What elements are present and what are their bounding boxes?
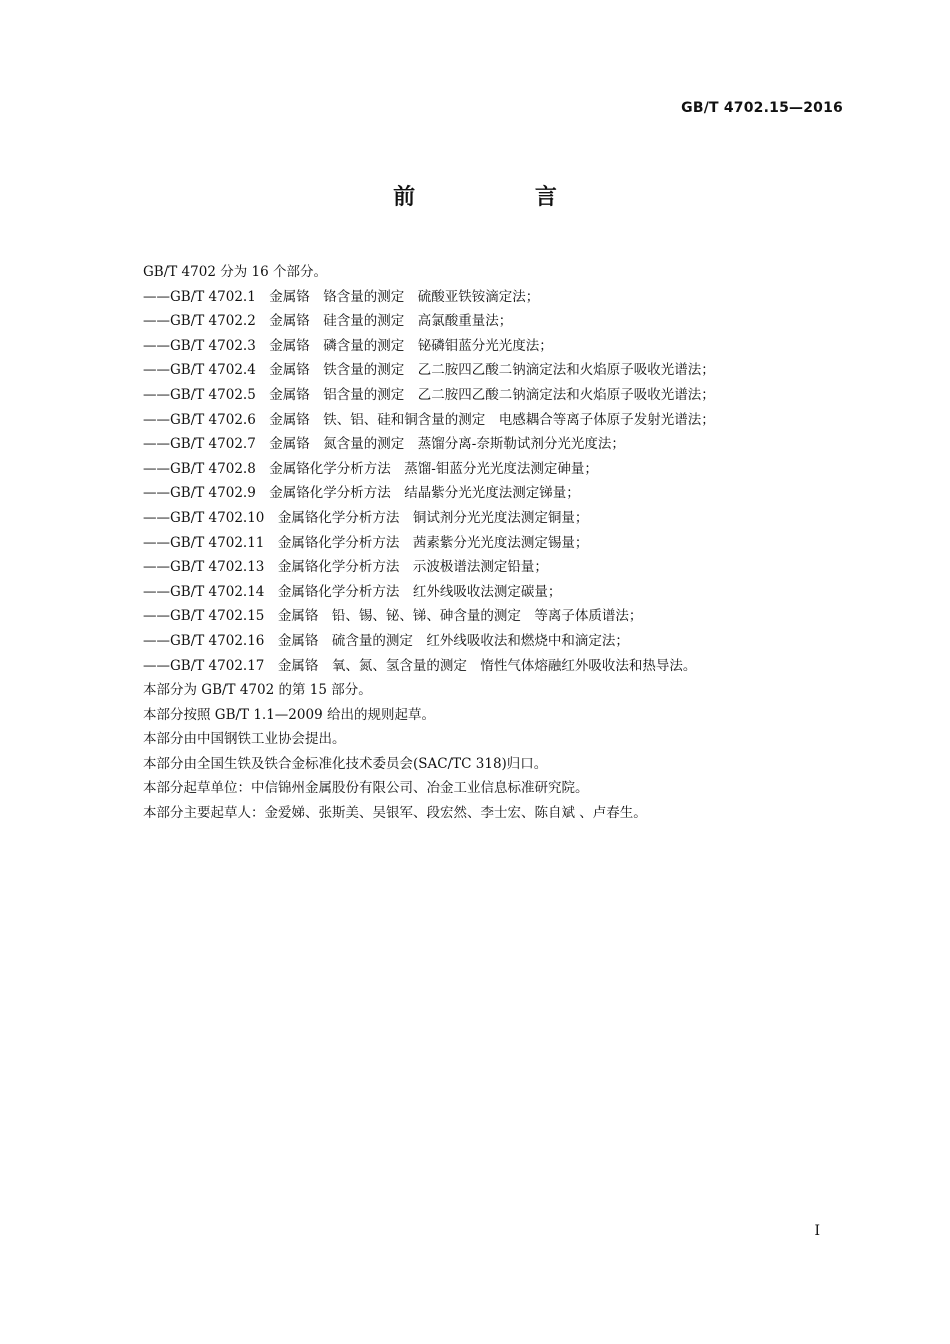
parts-list	[143, 285, 863, 679]
part-item: ——GB/T 4702.14 金属铬化学分析方法 红外线吸收法测定碳量；	[143, 583, 562, 600]
part-item: ——GB/T 4702.6 金属铬 铁、铝、硅和铜含量的测定 电感耦合等离子体原子发射光谱法；	[143, 411, 715, 428]
part-item: ——GB/T 4702.1 金属铬 铬含量的测定 硫酸亚铁铵滴定法；	[143, 288, 540, 305]
statement-paragraph: 本部分为 GB/T 4702 的第 15 部分。	[143, 682, 372, 699]
part-item: ——GB/T 4702.4 金属铬 铁含量的测定 乙二胺四乙酸二钠滴定法和火焰原子吸收光谱法；	[143, 362, 715, 379]
foreword-body	[143, 260, 863, 826]
part-item: ——GB/T 4702.3 金属铬 磷含量的测定 铋磷钼蓝分光光度法；	[143, 337, 553, 354]
statements	[143, 678, 863, 826]
statement-paragraph: 本部分由中国钢铁工业协会提出。	[143, 731, 346, 748]
part-item: ——GB/T 4702.5 金属铬 铝含量的测定 乙二胺四乙酸二钠滴定法和火焰原子吸收光谱法；	[143, 386, 715, 403]
part-item: ——GB/T 4702.9 金属铬化学分析方法 结晶紫分光光度法测定锑量；	[143, 485, 580, 502]
page-number: I	[814, 1223, 820, 1239]
part-item: ——GB/T 4702.17 金属铬 氧、氮、氢含量的测定 惰性气体熔融红外吸收法和热导法。	[143, 657, 697, 674]
part-item: ——GB/T 4702.13 金属铬化学分析方法 示波极谱法测定铅量；	[143, 559, 548, 576]
statement-paragraph: 本部分由全国生铁及铁合金标准化技术委员会(SAC/TC 318)归口。	[143, 755, 548, 772]
part-item: ——GB/T 4702.16 金属铬 硫含量的测定 红外线吸收法和燃烧中和滴定法；	[143, 632, 629, 649]
part-item: ——GB/T 4702.10 金属铬化学分析方法 铜试剂分光光度法测定铜量；	[143, 509, 589, 526]
statement-paragraph: 本部分按照 GB/T 1.1—2009 给出的规则起草。	[143, 706, 435, 723]
part-item: ——GB/T 4702.2 金属铬 硅含量的测定 高氯酸重量法；	[143, 313, 513, 330]
part-item: ——GB/T 4702.15 金属铬 铅、锡、铋、锑、砷含量的测定 等离子体质谱法；	[143, 608, 643, 625]
part-item: ——GB/T 4702.11 金属铬化学分析方法 茜素紫分光光度法测定锡量；	[143, 534, 589, 551]
statement-paragraph: 本部分主要起草人：金爱娣、张斯美、吴银军、段宏然、李士宏、陈自斌 、卢春生。	[143, 805, 647, 822]
intro-paragraph: GB/T 4702 分为 16 个部分。	[143, 264, 327, 280]
part-item: ——GB/T 4702.7 金属铬 氮含量的测定 蒸馏分离-奈斯勒试剂分光光度法；	[143, 436, 625, 453]
part-item: ——GB/T 4702.8 金属铬化学分析方法 蒸馏-钼蓝分光光度法测定砷量；	[143, 460, 598, 477]
standard-code: GB/T 4702.15—2016	[681, 100, 843, 116]
statement-paragraph: 本部分起草单位：中信锦州金属股份有限公司、冶金工业信息标准研究院。	[143, 780, 589, 797]
page-title: 前 言	[393, 185, 613, 210]
